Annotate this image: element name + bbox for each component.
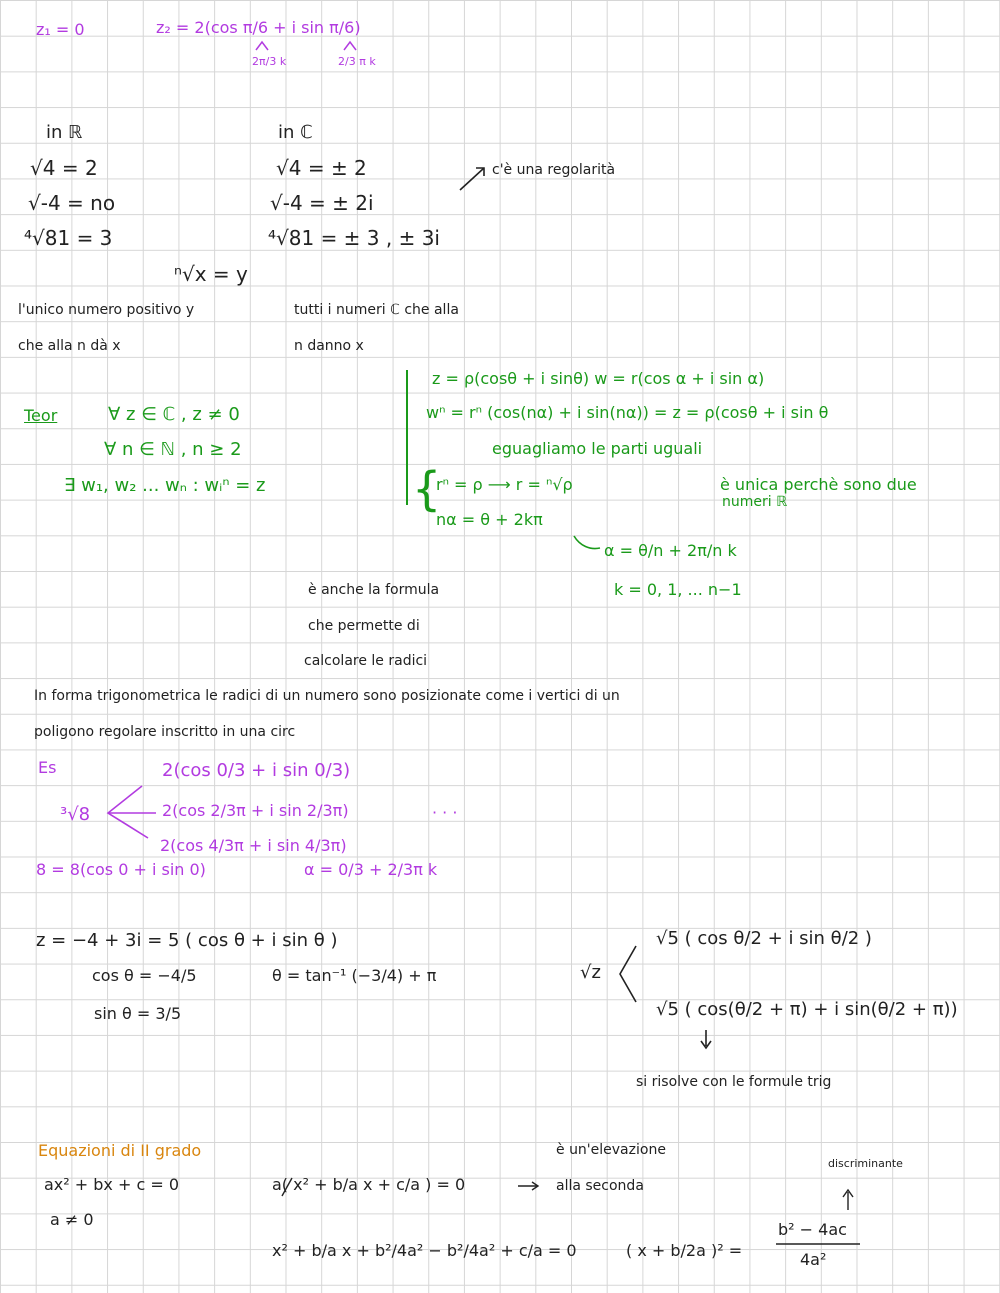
example-dots: · · · (432, 803, 458, 822)
second-example-branch-2: √5 ( cos(θ/2 + π) + i sin(θ/2 + π)) (656, 999, 958, 1020)
z2-note-right: 2/3 π k (338, 55, 376, 68)
a-strikeout (282, 1178, 292, 1196)
quadratic-condition: a ≠ 0 (50, 1210, 94, 1229)
elevation-note-1: è un'elevazione (556, 1142, 666, 1158)
formula-note-2: che permette di (308, 618, 420, 634)
quadratic-equation: ax² + bx + c = 0 (44, 1175, 180, 1194)
quadratic-result-denominator: 4a² (800, 1250, 827, 1269)
discriminant-up-arrow (843, 1190, 853, 1210)
system-line-1: rⁿ = ρ ⟶ r = ⁿ√ρ (436, 475, 573, 494)
example-alpha: α = 0/3 + 2/3π k (304, 860, 438, 879)
unique-note-2: numeri ℝ (722, 494, 788, 510)
nth-root-definition: ⁿ√x = y (174, 262, 248, 286)
z2-note-left: 2π/3 k (252, 55, 287, 68)
in-r-label: in ℝ (46, 122, 83, 143)
proof-line-1: z = ρ(cosθ + i sinθ) w = r(cos α + i sin α) (432, 369, 765, 388)
theorem-line-2: ∀ n ∈ ℕ , n ≥ 2 (104, 439, 242, 460)
unique-note-1: è unica perchè sono due (720, 475, 917, 494)
sqrt-z-fork (620, 946, 636, 1002)
quadratic-result-left: ( x + b/2a )² = (626, 1241, 743, 1260)
z1-value: z₁ = 0 (36, 20, 85, 39)
c-definition-line-2: n danno x (294, 338, 364, 354)
example-root-1: 2(cos 0/3 + i sin 0/3) (162, 760, 351, 781)
trig-note: si risolve con le formule trig (636, 1074, 832, 1090)
in-c-label: in ℂ (278, 122, 313, 143)
quadratic-result-numerator: b² − 4ac (778, 1220, 847, 1239)
k-range: k = 0, 1, ... n−1 (614, 580, 742, 599)
regularity-note: c'è una regolarità (492, 162, 616, 178)
r-row-1: √4 = 2 (30, 156, 98, 180)
theorem-line-3: ∃ w₁, w₂ ... wₙ : wᵢⁿ = z (64, 475, 266, 496)
theorem-line-1: ∀ z ∈ ℂ , z ≠ 0 (108, 404, 240, 425)
quadratic-factored: a( x² + b/a x + c/a ) = 0 (272, 1175, 466, 1194)
r-row-2: √-4 = no (28, 191, 116, 215)
alpha-pointer-arrow (574, 536, 600, 549)
quadratic-completed: x² + b/a x + b²/4a² − b²/4a² + c/a = 0 (272, 1241, 577, 1260)
c-row-2: √-4 = ± 2i (270, 191, 374, 215)
example-polar-8: 8 = 8(cos 0 + i sin 0) (36, 860, 206, 879)
c-definition-line-1: tutti i numeri ℂ che alla (294, 302, 459, 318)
second-example-cos: cos θ = −4/5 (92, 966, 197, 985)
second-example-sqrt-z: √z (580, 962, 601, 983)
second-example-sin: sin θ = 3/5 (94, 1004, 182, 1023)
example-root-2: 2(cos 2/3π + i sin 2/3π) (162, 801, 349, 820)
r-definition-line-1: l'unico numero positivo y (18, 302, 195, 318)
example-label: Es (38, 758, 57, 777)
proof-line-3: eguagliamo le parti uguali (492, 439, 703, 458)
theorem-label: Teor (24, 406, 58, 425)
r-row-3: ⁴√81 = 3 (24, 226, 113, 250)
quadratic-title: Equazioni di II grado (38, 1141, 202, 1160)
z2-caret-left (256, 42, 268, 50)
formula-note-1: è anche la formula (308, 582, 440, 598)
c-row-3: ⁴√81 = ± 3 , ± 3i (268, 226, 440, 250)
example-root-3: 2(cos 4/3π + i sin 4/3π) (160, 836, 347, 855)
second-example-z: z = −4 + 3i = 5 ( cos θ + i sin θ ) (36, 930, 338, 951)
z2-value: z₂ = 2(cos π/6 + i sin π/6) (156, 18, 361, 37)
proof-line-2: wⁿ = rⁿ (cos(nα) + i sin(nα)) = z = ρ(cosθ + i sin θ (426, 403, 829, 422)
regularity-arrow (460, 168, 484, 190)
elevation-arrow (518, 1182, 538, 1190)
r-definition-line-2: che alla n dà x (18, 338, 121, 354)
alpha-formula: α = θ/n + 2π/n k (604, 541, 737, 560)
z2-caret-right (344, 42, 356, 50)
elevation-note-2: alla seconda (556, 1178, 644, 1194)
cube-root-fork (108, 786, 148, 838)
system-line-2: nα = θ + 2kπ (436, 510, 543, 529)
example-cube-root: ³√8 (60, 804, 91, 825)
c-row-1: √4 = ± 2 (276, 156, 367, 180)
second-example-theta: θ = tan⁻¹ (−3/4) + π (272, 966, 437, 985)
second-example-branch-1: √5 ( cos θ/2 + i sin θ/2 ) (656, 928, 872, 949)
polygon-note-1: In forma trigonometrica le radici di un numero sono posizionate come i vertici di un (34, 688, 620, 704)
polygon-note-2: poligono regolare inscritto in una circ (34, 724, 296, 740)
trig-down-arrow (701, 1030, 711, 1048)
system-brace: { (412, 462, 442, 516)
discriminant-label: discriminante (828, 1157, 903, 1170)
formula-note-3: calcolare le radici (304, 653, 428, 669)
